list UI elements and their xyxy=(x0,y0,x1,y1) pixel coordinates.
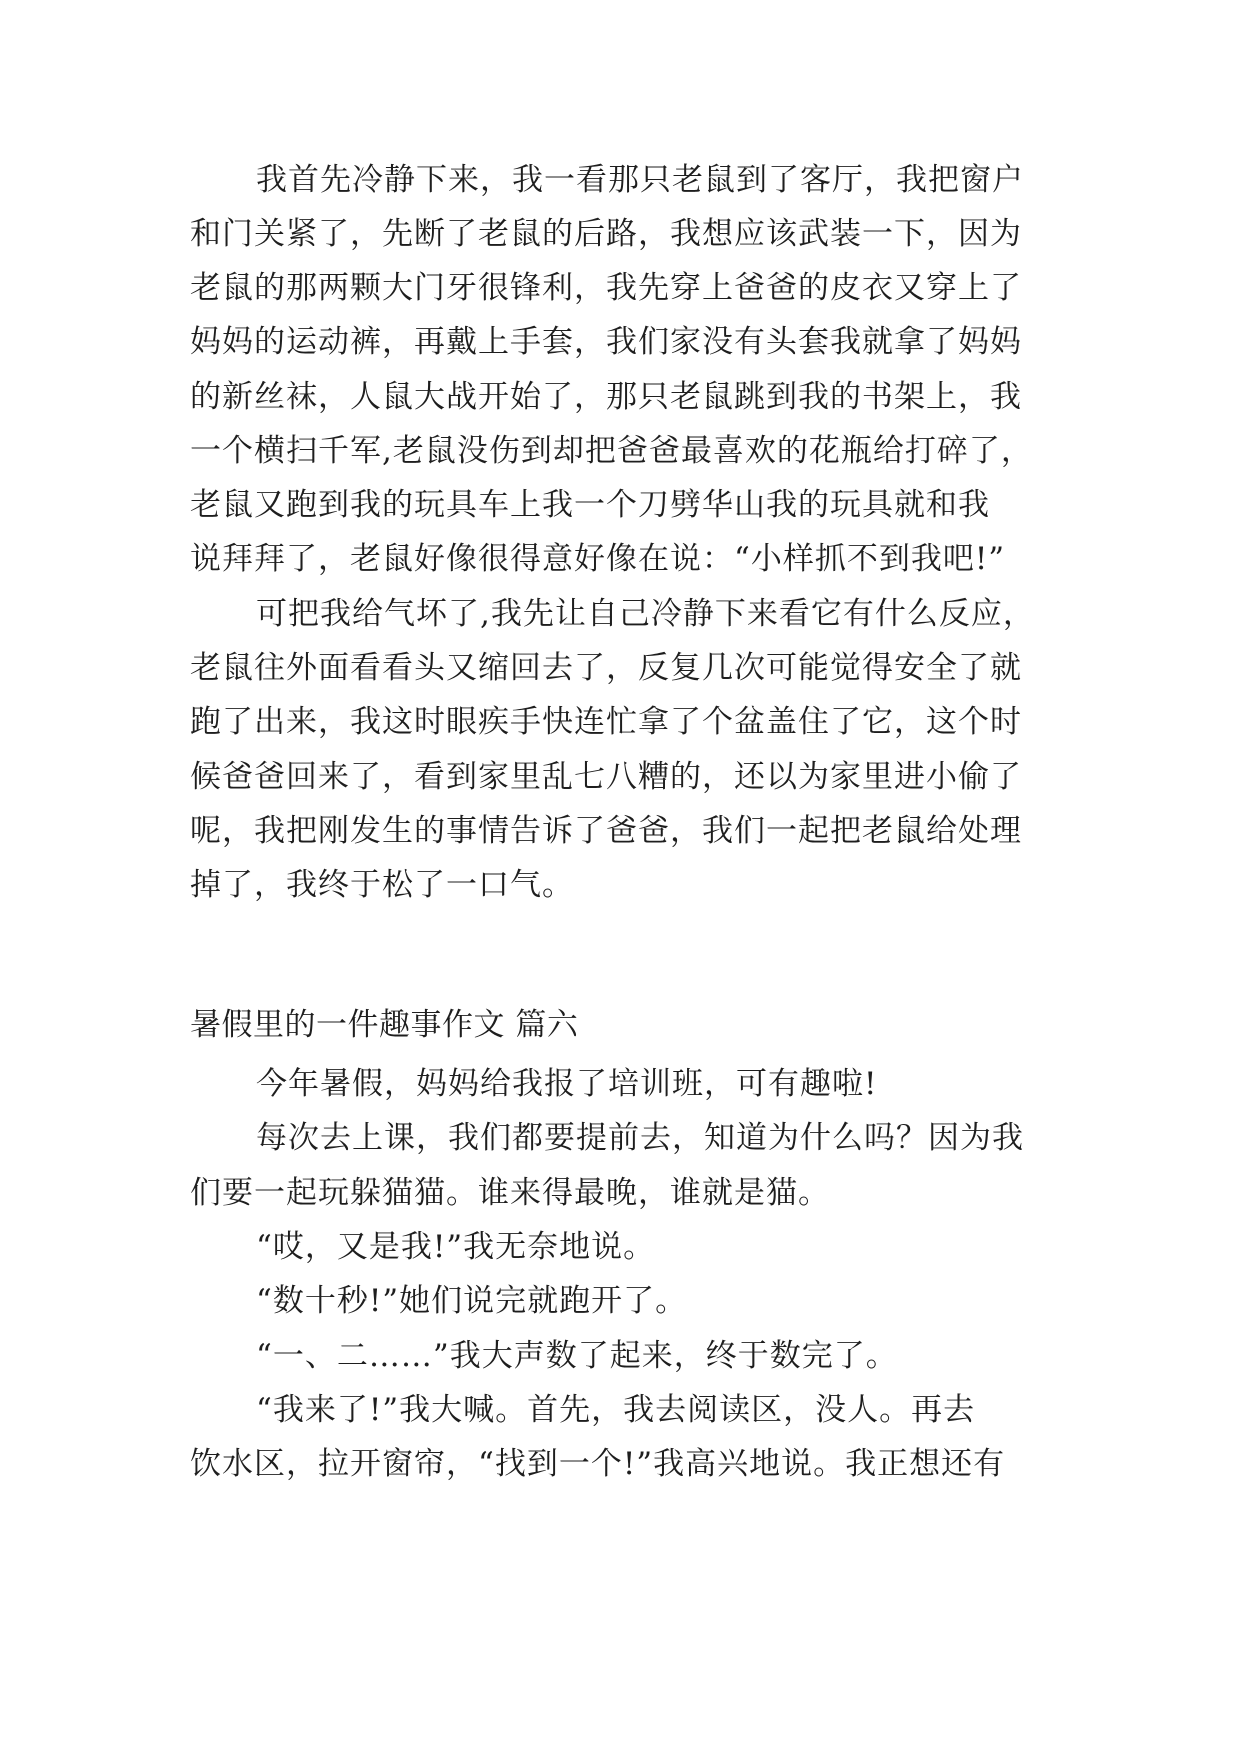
paragraph-line: 今年暑假，妈妈给我报了培训班，可有趣啦! xyxy=(256,1066,878,1102)
paragraph-line: 老鼠往外面看看头又缩回去了，反复几次可能觉得安全了就 xyxy=(190,650,1022,686)
paragraph-line: 一个横扫千军,老鼠没伤到却把爸爸最喜欢的花瓶给打碎了， xyxy=(190,433,1033,469)
section-heading: 暑假里的一件趣事作文 篇六 xyxy=(190,1007,579,1043)
paragraph-line: “我来了!”我大喊。首先，我去阅读区，没人。再去 xyxy=(256,1392,976,1428)
paragraph-line: 每次去上课，我们都要提前去，知道为什么吗？因为我 xyxy=(256,1120,1024,1156)
paragraph-line: 老鼠的那两颗大门牙很锋利，我先穿上爸爸的皮衣又穿上了 xyxy=(190,270,1022,306)
paragraph-line: 说拜拜了，老鼠好像很得意好像在说：“小样抓不到我吧!” xyxy=(190,541,1006,577)
paragraph-line: “一、二……”我大声数了起来，终于数完了。 xyxy=(256,1338,898,1374)
paragraph-line: 饮水区，拉开窗帘，“找到一个!”我高兴地说。我正想还有 xyxy=(190,1446,1006,1482)
paragraph-line: 可把我给气坏了,我先让自己冷静下来看它有什么反应， xyxy=(256,596,1035,632)
paragraph-line: 老鼠又跑到我的玩具车上我一个刀劈华山我的玩具就和我 xyxy=(190,487,990,523)
paragraph-line: 候爸爸回来了，看到家里乱七八糟的，还以为家里进小偷了 xyxy=(190,759,1022,795)
paragraph-line: 们要一起玩躲猫猫。谁来得最晚，谁就是猫。 xyxy=(190,1175,830,1211)
paragraph-line: “数十秒!”她们说完就跑开了。 xyxy=(256,1283,688,1319)
paragraph-line: “哎，又是我!”我无奈地说。 xyxy=(256,1229,656,1265)
paragraph-line: 的新丝袜，人鼠大战开始了，那只老鼠跳到我的书架上，我 xyxy=(190,379,1022,415)
paragraph-line: 妈妈的运动裤，再戴上手套，我们家没有头套我就拿了妈妈 xyxy=(190,324,1022,360)
paragraph-line: 跑了出来，我这时眼疾手快连忙拿了个盆盖住了它，这个时 xyxy=(190,704,1022,740)
paragraph-line: 和门关紧了，先断了老鼠的后路，我想应该武装一下，因为 xyxy=(190,216,1022,252)
paragraph-line: 呢，我把刚发生的事情告诉了爸爸，我们一起把老鼠给处理 xyxy=(190,813,1022,849)
paragraph-line: 掉了，我终于松了一口气。 xyxy=(190,867,574,903)
paragraph-line: 我首先冷静下来，我一看那只老鼠到了客厅，我把窗户 xyxy=(256,162,1024,198)
